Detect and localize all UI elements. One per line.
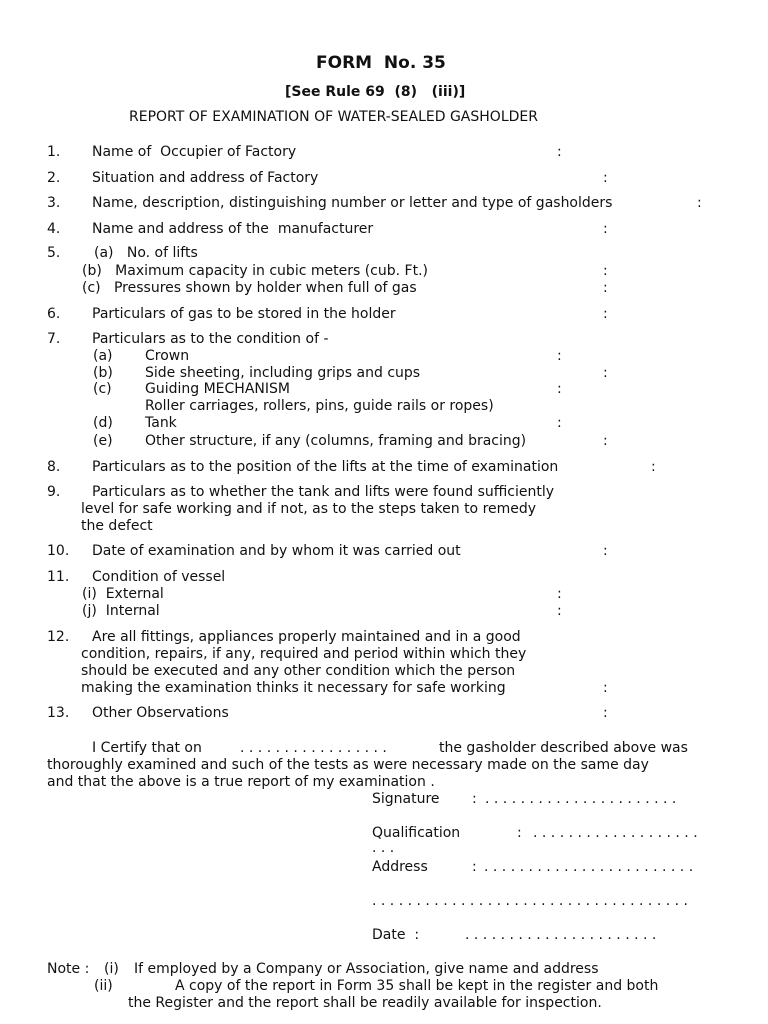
item-number: 6.: [47, 306, 61, 322]
item-7e-colon: :: [603, 433, 608, 449]
note-i-marker: (i): [104, 961, 119, 977]
item-number: 12.: [47, 629, 70, 645]
certificate-intro: I Certify that on: [92, 740, 202, 756]
item-9-line-1: Particulars as to whether the tank and lifts were found sufficiently: [92, 484, 555, 500]
item-7a-marker: (a): [93, 348, 113, 364]
item-10-colon: :: [603, 543, 608, 559]
item-8-colon: :: [651, 459, 656, 475]
address-blank: . . . . . . . . . . . . . . . . . . . . . . . .: [484, 859, 694, 875]
item-number: 8.: [47, 459, 61, 475]
item-5b-colon: :: [603, 263, 608, 279]
item-7c-colon: :: [557, 381, 562, 397]
item-number: 11.: [47, 569, 70, 585]
item-number: 7.: [47, 331, 61, 347]
item-10-label: Date of examination and by whom it was carried out: [92, 543, 461, 559]
item-5c-label: (c) Pressures shown by holder when full of gas: [82, 280, 417, 296]
item-7c-label: Guiding MECHANISM: [145, 381, 290, 397]
address-blank-continued: . . . . . . . . . . . . . . . . . . . . . . . . . . . . . . . . . . . .: [372, 893, 688, 909]
date-blank: . . . . . . . . . . . . . . . . . . . . . .: [465, 927, 657, 943]
item-9-line-2: level for safe working and if not, as to the steps taken to remedy: [81, 501, 537, 517]
signature-label: Signature: [372, 791, 440, 807]
item-7d-marker: (d): [93, 415, 113, 431]
item-12-line-1: Are all fittings, appliances properly maintained and in a good: [92, 629, 521, 645]
item-4-label: Name and address of the manufacturer: [92, 221, 374, 237]
item-11-internal-colon: :: [557, 603, 562, 619]
qualification-label: Qualification: [372, 825, 461, 841]
item-7-label: Particulars as to the condition of -: [92, 331, 329, 347]
certificate-date-blank: . . . . . . . . . . . . . . . . .: [240, 740, 387, 756]
item-7b-label: Side sheeting, including grips and cups: [145, 365, 421, 381]
item-3-colon: :: [697, 195, 702, 211]
item-13-label: Other Observations: [92, 705, 229, 721]
signature-blank: . . . . . . . . . . . . . . . . . . . . . .: [485, 791, 677, 807]
qualification-colon: :: [517, 825, 522, 841]
item-8-label: Particulars as to the position of the lifts at the time of examination: [92, 459, 559, 475]
qualification-blank-continued: . . .: [372, 840, 395, 856]
item-2-label: Situation and address of Factory: [92, 170, 319, 186]
item-number: 3.: [47, 195, 61, 211]
note-label: Note :: [47, 961, 90, 977]
item-12-colon: :: [603, 680, 608, 696]
item-7b-colon: :: [603, 365, 608, 381]
item-5a-label: (a) No. of lifts: [94, 245, 198, 261]
item-12-line-2: condition, repairs, if any, required and period within which they: [81, 646, 527, 662]
item-7c-detail: Roller carriages, rollers, pins, guide rails or ropes): [145, 398, 494, 414]
item-1-label: Name of Occupier of Factory: [92, 144, 297, 160]
item-11-internal-label: (j) Internal: [82, 603, 160, 619]
item-number: 1.: [47, 144, 61, 160]
item-7a-colon: :: [557, 348, 562, 364]
form-number: FORM No. 35: [316, 53, 446, 73]
item-11-external-colon: :: [557, 586, 562, 602]
qualification-blank: . . . . . . . . . . . . . . . . . . .: [533, 825, 698, 841]
item-7c-marker: (c): [93, 381, 112, 397]
item-3-label: Name, description, distinguishing number or letter and type of gasholders: [92, 195, 613, 211]
item-11-external-label: (i) External: [82, 586, 164, 602]
item-6-colon: :: [603, 306, 608, 322]
signature-colon: :: [472, 791, 477, 807]
item-5c-colon: :: [603, 280, 608, 296]
note-ii-text: A copy of the report in Form 35 shall be kept in the register and both: [175, 978, 659, 994]
item-number: 2.: [47, 170, 61, 186]
certificate-text-1: the gasholder described above was: [439, 740, 688, 756]
certificate-text-3: and that the above is a true report of my examination .: [47, 774, 435, 790]
note-i-text: If employed by a Company or Association, give name and address: [134, 961, 599, 977]
item-7d-colon: :: [557, 415, 562, 431]
item-7a-label: Crown: [145, 348, 190, 364]
item-2-colon: :: [603, 170, 608, 186]
item-number: 4.: [47, 221, 61, 237]
item-7d-label: Tank: [145, 415, 177, 431]
note-ii-text-continued: the Register and the report shall be readily available for inspection.: [128, 995, 602, 1011]
date-label: Date :: [372, 927, 420, 943]
item-number: 9.: [47, 484, 61, 500]
certificate-text-2: thoroughly examined and such of the tests as were necessary made on the same day: [47, 757, 649, 773]
item-12-line-3: should be executed and any other condition which the person: [81, 663, 516, 679]
note-ii-marker: (ii): [94, 978, 113, 994]
address-label: Address: [372, 859, 428, 875]
item-11-label: Condition of vessel: [92, 569, 226, 585]
item-7b-marker: (b): [93, 365, 113, 381]
item-7e-marker: (e): [93, 433, 113, 449]
item-9-line-3: the defect: [81, 518, 153, 534]
form-title: REPORT OF EXAMINATION OF WATER-SEALED GASHOLDER: [129, 109, 538, 125]
item-4-colon: :: [603, 221, 608, 237]
item-13-colon: :: [603, 705, 608, 721]
item-7e-label: Other structure, if any (columns, framing and bracing): [145, 433, 527, 449]
address-colon: :: [472, 859, 477, 875]
item-5b-label: (b) Maximum capacity in cubic meters (cub. Ft.): [82, 263, 428, 279]
rule-reference: [See Rule 69 (8) (iii)]: [285, 84, 466, 100]
item-number: 5.: [47, 245, 61, 261]
item-6-label: Particulars of gas to be stored in the holder: [92, 306, 396, 322]
item-12-line-4: making the examination thinks it necessary for safe working: [81, 680, 506, 696]
item-number: 10.: [47, 543, 70, 559]
item-number: 13.: [47, 705, 70, 721]
item-1-colon: :: [557, 144, 562, 160]
